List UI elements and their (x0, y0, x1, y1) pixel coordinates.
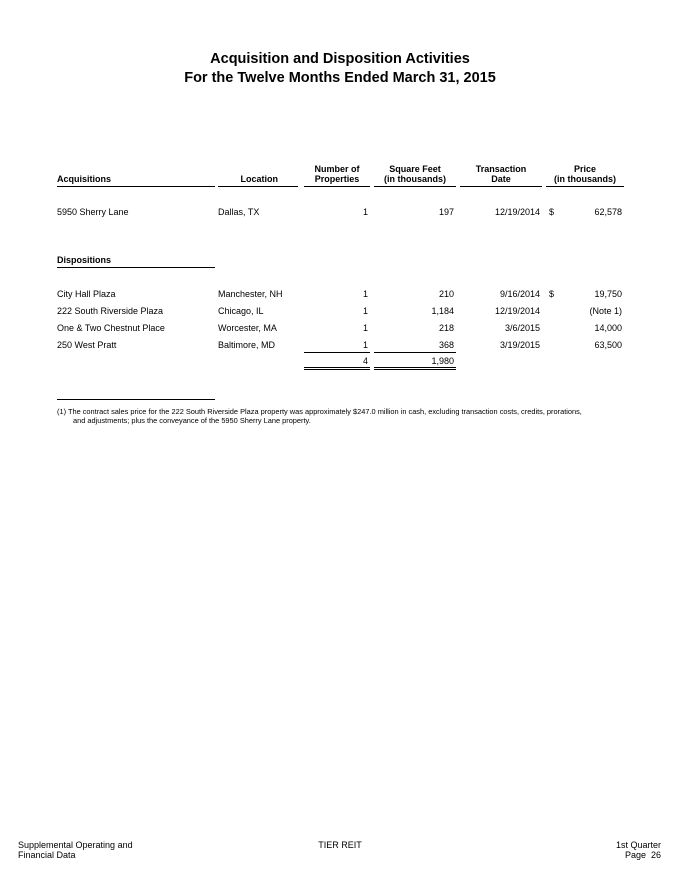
property-sqft: 368 (438, 340, 454, 350)
total-sqft: 1,980 (431, 356, 454, 366)
property-location: Worcester, MA (218, 323, 277, 333)
header-location: Location (240, 174, 278, 184)
header-underline-price (546, 186, 624, 187)
property-count: 1 (362, 207, 368, 217)
currency-symbol: $ (549, 207, 555, 217)
property-count: 1 (362, 340, 368, 350)
property-name: 222 South Riverside Plaza (57, 306, 164, 316)
header-sqft-line2: (in thousands) (384, 174, 446, 184)
property-location: Manchester, NH (218, 289, 283, 299)
header-sqft-line1: Square Feet (389, 164, 441, 174)
property-name: 250 West Pratt (57, 340, 117, 350)
property-date: 3/6/2015 (504, 323, 540, 333)
property-count: 1 (362, 289, 368, 299)
total-double-rule-properties (304, 367, 370, 370)
property-sqft: 218 (438, 323, 454, 333)
subtotal-rule-properties (304, 352, 370, 353)
property-location: Baltimore, MD (218, 340, 276, 350)
header-underline-location (218, 186, 298, 187)
property-sqft: 197 (438, 207, 454, 217)
dispositions-heading: Dispositions (57, 255, 112, 265)
property-date: 12/19/2014 (494, 306, 540, 316)
dispositions-heading-underline (57, 267, 215, 268)
property-date: 3/19/2015 (499, 340, 540, 350)
header-date-line2: Date (491, 174, 511, 184)
property-price: 63,500 (594, 340, 622, 350)
property-price: 19,750 (594, 289, 622, 299)
property-sqft: 210 (438, 289, 454, 299)
property-location: Chicago, IL (218, 306, 264, 316)
header-date-line1: Transaction (475, 164, 527, 174)
property-name: City Hall Plaza (57, 289, 116, 299)
header-acquisitions: Acquisitions (57, 174, 112, 184)
footnote-line1: (1) The contract sales price for the 222 South Riverside Plaza property was approximately $247.0 million in cash, excluding transaction costs, credits, prorations, (57, 407, 582, 416)
property-count: 1 (362, 323, 368, 333)
header-underline-properties (304, 186, 370, 187)
footer-left-line1: Supplemental Operating and (18, 840, 133, 850)
property-price: (Note 1) (589, 306, 622, 316)
header-properties-line2: Properties (314, 174, 360, 184)
footer-right (540, 840, 661, 860)
property-count: 1 (362, 306, 368, 316)
total-double-rule-sqft (374, 367, 456, 370)
property-price: 62,578 (594, 207, 622, 217)
property-name: One & Two Chestnut Place (57, 323, 165, 333)
footnote-line2: and adjustments; plus the conveyance of the 5950 Sherry Lane property. (73, 416, 311, 425)
property-date: 9/16/2014 (499, 289, 540, 299)
subtotal-rule-sqft (374, 352, 456, 353)
header-underline-date (460, 186, 542, 187)
property-date: 12/19/2014 (494, 207, 540, 217)
footer-right-line1: 1st Quarter (615, 840, 661, 850)
header-price-line1: Price (573, 164, 597, 174)
page-subtitle: For the Twelve Months Ended March 31, 2015 (184, 70, 496, 86)
property-sqft: 1,184 (431, 306, 454, 316)
footnote-divider (57, 399, 215, 400)
page-title: Acquisition and Disposition Activities (210, 51, 470, 67)
currency-symbol: $ (549, 289, 555, 299)
footnote (57, 407, 627, 425)
header-properties-line1: Number of (314, 164, 360, 174)
property-location: Dallas, TX (218, 207, 260, 217)
header-price-line2: (in thousands) (554, 174, 616, 184)
total-properties: 4 (362, 356, 368, 366)
footer-right-line2: Page 26 (624, 850, 661, 860)
header-underline-sqft (374, 186, 456, 187)
footer-left-line2: Financial Data (18, 850, 76, 860)
property-price: 14,000 (594, 323, 622, 333)
header-underline-acquisitions (57, 186, 215, 187)
property-name: 5950 Sherry Lane (57, 207, 129, 217)
footer-center: TIER REIT (318, 840, 362, 850)
